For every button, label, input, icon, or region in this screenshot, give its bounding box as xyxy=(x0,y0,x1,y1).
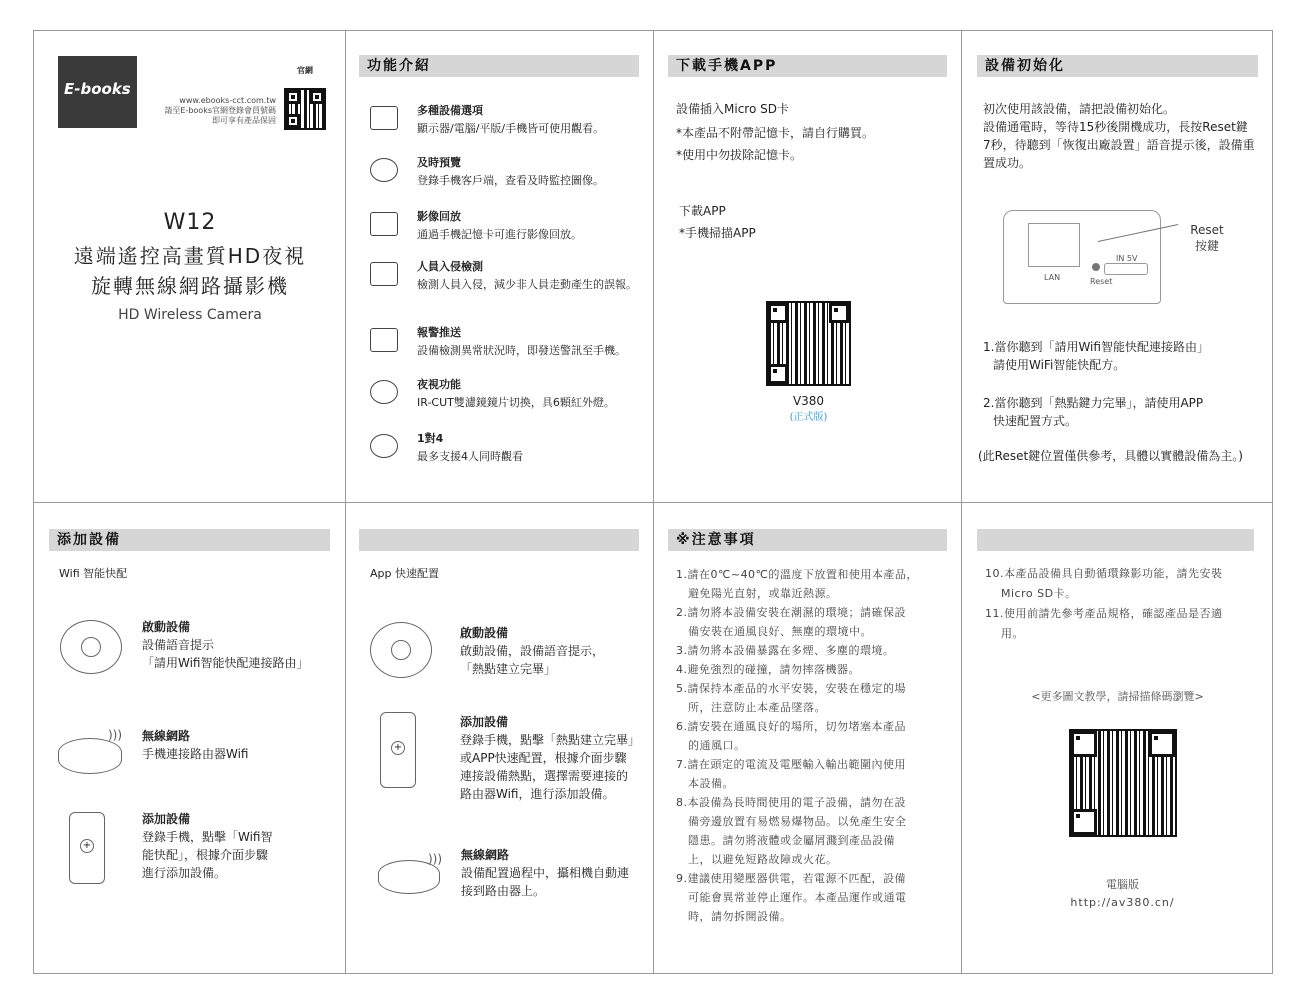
envelope-icon xyxy=(370,328,398,352)
brand-logo xyxy=(58,56,137,128)
add-device-l3: 進行添加設備。 xyxy=(142,866,227,880)
site-instruction: 請至E-books官網登錄會員號碼 xyxy=(164,106,276,115)
pc-version-label: 電腦版 xyxy=(1106,878,1139,891)
add-plus-icon: + xyxy=(80,839,94,853)
init-steps: 設備通電時，等待15秒後開機成功，長按Reset鍵7秒，待聽到「恢復出廠設置」語音提示後，設備重置成功。 xyxy=(983,120,1255,170)
note-line: 4.避免強烈的碰撞，請勿摔落機器。 xyxy=(676,663,860,676)
play-icon xyxy=(370,158,398,182)
note-line: 避免陽光直射，或靠近熱源。 xyxy=(676,587,838,600)
camera-icon xyxy=(370,622,432,678)
app-start-title: 啟動設備 xyxy=(460,626,509,640)
lan-label: LAN xyxy=(1044,273,1061,282)
feature-desc: 登錄手機客戶端，查看及時監控圖像。 xyxy=(417,174,604,187)
feature-title: 影像回放 xyxy=(417,210,461,223)
note-line: 用。 xyxy=(985,627,1024,640)
app-quick-config-label: App 快速配置 xyxy=(370,567,439,580)
feature-desc: 檢測人員入侵，減少非人員走動產生的誤報。 xyxy=(417,278,637,291)
note-line: 3.請勿將本設備暴露在多煙、多塵的環境。 xyxy=(676,644,895,657)
feature-title: 報警推送 xyxy=(417,326,461,339)
app-add-l2: 或APP快速配置，根據介面步驟 xyxy=(460,751,627,765)
app-add-l4: 路由器Wifi，進行添加設備。 xyxy=(460,787,615,801)
phone-icon xyxy=(69,812,105,884)
init-header: 設備初始化 xyxy=(977,55,1258,77)
init-step2b: 快速配置方式。 xyxy=(993,414,1078,428)
wireless-title: 無線網路 xyxy=(142,729,191,743)
start-device-title: 啟動設備 xyxy=(142,620,191,634)
app-start-l1: 啟動設備，設備語音提示， xyxy=(460,644,605,658)
download-header: 下載手機APP xyxy=(668,55,947,77)
qr-label: 官網 xyxy=(297,66,313,75)
router-icon xyxy=(58,738,122,774)
notes2-header xyxy=(977,529,1254,551)
in5v-label: IN 5V xyxy=(1116,254,1138,263)
product-title-line2: 旋轉無線網路攝影機 xyxy=(91,274,289,298)
feature-desc: 顯示器/電腦/平版/手機皆可使用觀看。 xyxy=(417,122,605,135)
note-line: 9.建議使用變壓器供電，若電源不匹配，設備 xyxy=(676,872,906,885)
running-person-icon xyxy=(370,262,398,286)
features-header: 功能介紹 xyxy=(359,55,639,77)
wireless-l1: 手機連接路由器Wifi xyxy=(142,747,249,761)
logo-text: E-books xyxy=(64,80,131,98)
download-app-text: 下載APP xyxy=(679,204,726,218)
note-line: 的通風口。 xyxy=(676,739,746,752)
app-version: (正式版) xyxy=(789,412,828,423)
app-add-l1: 登錄手機，點擊「熱點建立完畢」 xyxy=(460,733,641,747)
wifi-quick-config-label: Wifi 智能快配 xyxy=(59,567,128,580)
init-step1b: 請使用WiFi智能快配方。 xyxy=(993,358,1126,372)
feature-title: 人員入侵檢測 xyxy=(417,260,483,273)
init-step1: 1.當你聽到「請用Wifi智能快配連接路由」 xyxy=(983,340,1209,354)
wifi-icon: ))) xyxy=(108,728,123,742)
start-device-l1: 設備語音提示 xyxy=(142,638,215,652)
add-device-l2: 能快配」，根據介面步驟 xyxy=(142,848,269,862)
moon-icon xyxy=(370,380,398,404)
feature-title: 及時預覽 xyxy=(417,156,461,169)
feature-title: 多種設備選項 xyxy=(417,104,483,117)
init-intro: 初次使用該設備，請把設備初始化。 xyxy=(983,102,1176,116)
note-line: 11.使用前請先參考產品規格，確認產品是否適 xyxy=(985,607,1223,620)
feature-desc: IR-CUT雙濾鏡鏡片切換，具6顆紅外燈。 xyxy=(417,396,615,409)
app-wireless-title: 無線網路 xyxy=(461,848,510,862)
reset-button xyxy=(1092,263,1100,271)
app-wireless-l2: 接到路由器上。 xyxy=(461,884,546,898)
add-device-header: 添加設備 xyxy=(49,529,330,551)
note-line: 8.本設備為長時間使用的電子設備，請勿在設 xyxy=(676,796,906,809)
sd-note1: *本產品不附帶記憶卡，請自行購買。 xyxy=(676,126,875,140)
reset-position-note: (此Reset鍵位置僅供參考，具體以實體設備為主。) xyxy=(978,449,1243,463)
notes-list xyxy=(676,566,946,927)
gears-icon xyxy=(370,434,398,458)
add-device-l1: 登錄手機，點擊「Wifi智 xyxy=(142,830,273,844)
app-start-l2: 「熱點建立完畢」 xyxy=(460,662,557,676)
feature-title: 夜視功能 xyxy=(417,378,461,391)
note-line: 隱患。請勿將液體或金屬屑濺到產品設備 xyxy=(676,834,895,847)
note-line: 6.請安裝在通風良好的場所，切勿堵塞本產品 xyxy=(676,720,906,733)
note-line: 本設備。 xyxy=(676,777,734,790)
official-site-qr xyxy=(284,88,326,130)
notes-header: ※注意事項 xyxy=(668,529,947,551)
add-device-title: 添加設備 xyxy=(142,812,191,826)
app-wireless-l1: 設備配置過程中，攝相機自動連 xyxy=(461,866,630,880)
feature-desc: 通過手機記憶卡可進行影像回放。 xyxy=(417,228,582,241)
note-line: 所，注意防止本產品墜落。 xyxy=(676,701,826,714)
feature-desc: 最多支援4人同時觀看 xyxy=(417,450,523,463)
note-line: 備安裝在通風良好、無塵的環境中。 xyxy=(676,625,872,638)
note-line: 7.請在頭定的電流及電壓輸入輸出範圍內使用 xyxy=(676,758,906,771)
note-line: 時，請勿拆開設備。 xyxy=(676,910,792,923)
feature-title: 1對4 xyxy=(417,432,444,445)
sd-insert-text: 設備插入Micro SD卡 xyxy=(676,102,789,116)
app-name: V380 xyxy=(792,394,825,408)
app-add-l3: 連接設備熱點，選擇需要連接的 xyxy=(460,769,629,783)
model-name: W12 xyxy=(163,210,217,235)
note-line: 1.請在0℃~40℃的溫度下放置和使用本產品， xyxy=(676,568,918,581)
product-title-line1: 遠端遙控高畫質HD夜視 xyxy=(73,244,307,268)
sd-note2: *使用中勿拔除記憶卡。 xyxy=(676,148,803,162)
note-line: Micro SD卡。 xyxy=(985,587,1077,600)
note-line: 5.請保持本產品的水平安裝，安裝在穩定的場 xyxy=(676,682,906,695)
multi-device-icon xyxy=(370,106,398,130)
wifi-icon: ))) xyxy=(428,852,443,866)
app-config-header xyxy=(359,529,639,551)
reset-callout-label: Reset xyxy=(1190,223,1224,237)
device-back-diagram xyxy=(1003,210,1161,304)
site-url: www.ebooks-cct.com.tw xyxy=(179,96,276,105)
power-port xyxy=(1104,263,1148,275)
note-line: 2.請勿將本設備安裝在潮濕的環境；請確保設 xyxy=(676,606,906,619)
warranty-note: 即可享有產品保固 xyxy=(212,116,276,125)
app-add-title: 添加設備 xyxy=(460,715,509,729)
init-step2: 2.當你聽到「熱點鍵力完畢」，請使用APP xyxy=(983,396,1204,410)
note-line: 10.本產品設備具自動循環錄影功能，請先安裝 xyxy=(985,567,1223,580)
add-plus-icon: + xyxy=(391,741,405,755)
note-line: 備旁邊放置有易燃易爆物品。以免產生安全 xyxy=(676,815,907,828)
notes2-list xyxy=(985,564,1253,644)
row-divider xyxy=(33,502,1273,503)
feature-desc: 設備檢測異常狀況時，即發送警訊至手機。 xyxy=(417,344,626,357)
reset-callout-label2: 按鍵 xyxy=(1194,239,1219,253)
phone-icon xyxy=(380,712,416,788)
product-subtitle: HD Wireless Camera xyxy=(118,307,262,323)
app-download-qr xyxy=(766,301,851,386)
start-device-l2: 「請用Wifi智能快配連接路由」 xyxy=(142,656,309,670)
camera-icon xyxy=(60,620,122,674)
reset-small-label: Reset xyxy=(1090,277,1113,286)
more-tutorial-text: <更多圖文教學，請掃描條碼瀏覽> xyxy=(1031,690,1204,703)
scan-app-note: *手機掃描APP xyxy=(679,226,756,240)
note-line: 上，以避免短路故障或火花。 xyxy=(676,853,838,866)
playback-icon xyxy=(370,212,398,236)
tutorial-qr xyxy=(1069,729,1177,837)
lan-port xyxy=(1028,223,1080,267)
note-line: 可能會異常並停止運作。本產品運作或通電 xyxy=(676,891,907,904)
pc-version-url: http://av380.cn/ xyxy=(1070,896,1175,909)
